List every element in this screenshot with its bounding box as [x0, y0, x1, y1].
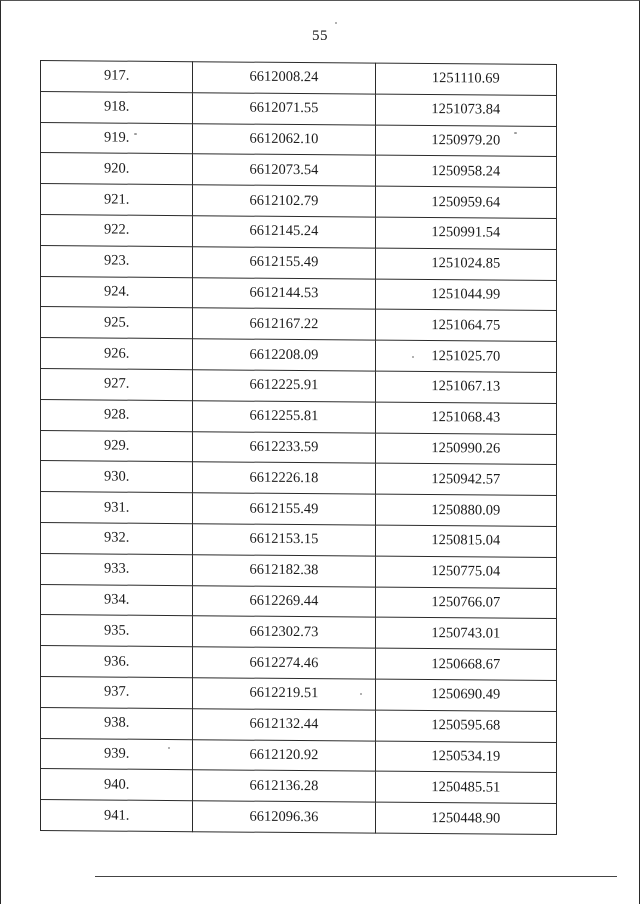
- row-number-cell: 931.: [41, 492, 193, 524]
- y-coordinate-cell: 1250448.90: [375, 802, 556, 834]
- x-coordinate-cell: 6612062.10: [193, 123, 375, 155]
- y-coordinate-cell: 1251073.84: [375, 94, 556, 126]
- y-coordinate-cell: 1250959.64: [375, 186, 556, 218]
- row-number-cell: 933.: [41, 553, 193, 585]
- table-row: [41, 553, 557, 588]
- y-coordinate-cell: 1250743.01: [375, 617, 556, 649]
- row-number-cell: 936.: [41, 646, 193, 678]
- y-coordinate-cell: 1250991.54: [375, 217, 556, 249]
- table-row: [41, 399, 557, 434]
- x-coordinate-cell: 6612136.28: [193, 770, 375, 802]
- row-number-cell: 924.: [41, 276, 193, 308]
- row-number-cell: 932.: [41, 522, 193, 554]
- x-coordinate-cell: 6612225.91: [193, 370, 375, 402]
- row-number-cell: 921.: [41, 184, 193, 216]
- row-number-cell: 919.: [41, 122, 193, 154]
- x-coordinate-cell: 6612008.24: [193, 62, 375, 94]
- x-coordinate-cell: 6612302.73: [193, 616, 375, 648]
- x-coordinate-cell: 6612274.46: [193, 647, 375, 679]
- x-coordinate-cell: 6612167.22: [193, 308, 375, 340]
- table-row: [41, 646, 557, 681]
- scan-speck: [168, 747, 170, 749]
- table-row: [41, 338, 557, 373]
- x-coordinate-cell: 6612219.51: [193, 678, 375, 710]
- y-coordinate-cell: 1251067.13: [375, 371, 556, 403]
- table-row: [41, 492, 557, 527]
- table-row: [41, 368, 557, 403]
- x-coordinate-cell: 6612269.44: [193, 585, 375, 617]
- x-coordinate-cell: 6612120.92: [193, 739, 375, 771]
- table-row: [41, 769, 557, 804]
- y-coordinate-cell: 1250990.26: [375, 433, 556, 465]
- y-coordinate-cell: 1250766.07: [375, 587, 556, 619]
- x-coordinate-cell: 6612144.53: [193, 277, 375, 309]
- x-coordinate-cell: 6612145.24: [193, 216, 375, 248]
- scan-speck: [335, 22, 337, 24]
- row-number-cell: 922.: [41, 214, 193, 246]
- row-number-cell: 917.: [41, 61, 193, 93]
- x-coordinate-cell: 6612096.36: [193, 801, 375, 833]
- coordinates-table-body: [41, 61, 557, 835]
- row-number-cell: 937.: [41, 676, 193, 708]
- row-number-cell: 920.: [41, 153, 193, 185]
- row-number-cell: 923.: [41, 245, 193, 277]
- table-row: [41, 214, 557, 249]
- y-coordinate-cell: 1250942.57: [375, 463, 556, 495]
- y-coordinate-cell: 1250690.49: [375, 679, 556, 711]
- table-row: [41, 276, 557, 311]
- page-number: 55: [312, 28, 328, 44]
- x-coordinate-cell: 6612102.79: [193, 185, 375, 217]
- row-number-cell: 918.: [41, 91, 193, 123]
- scan-speck: [514, 132, 517, 134]
- y-coordinate-cell: 1250775.04: [375, 556, 556, 588]
- scan-speck: [360, 693, 362, 695]
- row-number-cell: 929.: [41, 430, 193, 462]
- scan-speck: [412, 356, 414, 358]
- row-number-cell: 925.: [41, 307, 193, 339]
- row-number-cell: 934.: [41, 584, 193, 616]
- table-row: [41, 707, 557, 742]
- table-row: [41, 184, 557, 219]
- row-number-cell: 939.: [41, 738, 193, 770]
- x-coordinate-cell: 6612155.49: [193, 493, 375, 525]
- y-coordinate-cell: 1250815.04: [375, 525, 556, 557]
- x-coordinate-cell: 6612073.54: [193, 154, 375, 186]
- table-row: [41, 245, 557, 280]
- table-row: [41, 461, 557, 496]
- table-row: [41, 800, 557, 835]
- x-coordinate-cell: 6612255.81: [193, 400, 375, 432]
- y-coordinate-cell: 1251068.43: [375, 402, 556, 434]
- x-coordinate-cell: 6612182.38: [193, 554, 375, 586]
- x-coordinate-cell: 6612071.55: [193, 92, 375, 124]
- x-coordinate-cell: 6612226.18: [193, 462, 375, 494]
- x-coordinate-cell: 6612155.49: [193, 246, 375, 278]
- y-coordinate-cell: 1251024.85: [375, 248, 556, 280]
- table-row: [41, 615, 557, 650]
- y-coordinate-cell: 1250668.67: [375, 648, 556, 680]
- table-row: [41, 307, 557, 342]
- row-number-cell: 927.: [41, 368, 193, 400]
- table-row: [41, 61, 557, 96]
- table-row: [41, 91, 557, 126]
- scan-speck: [134, 133, 137, 135]
- row-number-cell: 941.: [41, 800, 193, 832]
- table-row: [41, 122, 557, 157]
- row-number-cell: 928.: [41, 399, 193, 431]
- row-number-cell: 940.: [41, 769, 193, 801]
- y-coordinate-cell: 1250880.09: [375, 494, 556, 526]
- table-row: [41, 430, 557, 465]
- y-coordinate-cell: 1250534.19: [375, 741, 556, 773]
- row-number-cell: 935.: [41, 615, 193, 647]
- coordinates-table: [40, 60, 557, 835]
- y-coordinate-cell: 1250485.51: [375, 771, 556, 803]
- y-coordinate-cell: 1250958.24: [375, 156, 556, 188]
- x-coordinate-cell: 6612233.59: [193, 431, 375, 463]
- y-coordinate-cell: 1251064.75: [375, 310, 556, 342]
- y-coordinate-cell: 1251044.99: [375, 279, 556, 311]
- x-coordinate-cell: 6612153.15: [193, 524, 375, 556]
- row-number-cell: 926.: [41, 338, 193, 370]
- y-coordinate-cell: 1250979.20: [375, 125, 556, 157]
- y-coordinate-cell: 1251025.70: [375, 340, 556, 372]
- y-coordinate-cell: 1250595.68: [375, 710, 556, 742]
- table-row: [41, 676, 557, 711]
- table-row: [41, 584, 557, 619]
- table-row: [41, 153, 557, 188]
- table-row: [41, 738, 557, 773]
- x-coordinate-cell: 6612208.09: [193, 339, 375, 371]
- bottom-divider: [95, 876, 617, 877]
- row-number-cell: 938.: [41, 707, 193, 739]
- y-coordinate-cell: 1251110.69: [375, 63, 556, 95]
- x-coordinate-cell: 6612132.44: [193, 708, 375, 740]
- table-row: [41, 522, 557, 557]
- row-number-cell: 930.: [41, 461, 193, 493]
